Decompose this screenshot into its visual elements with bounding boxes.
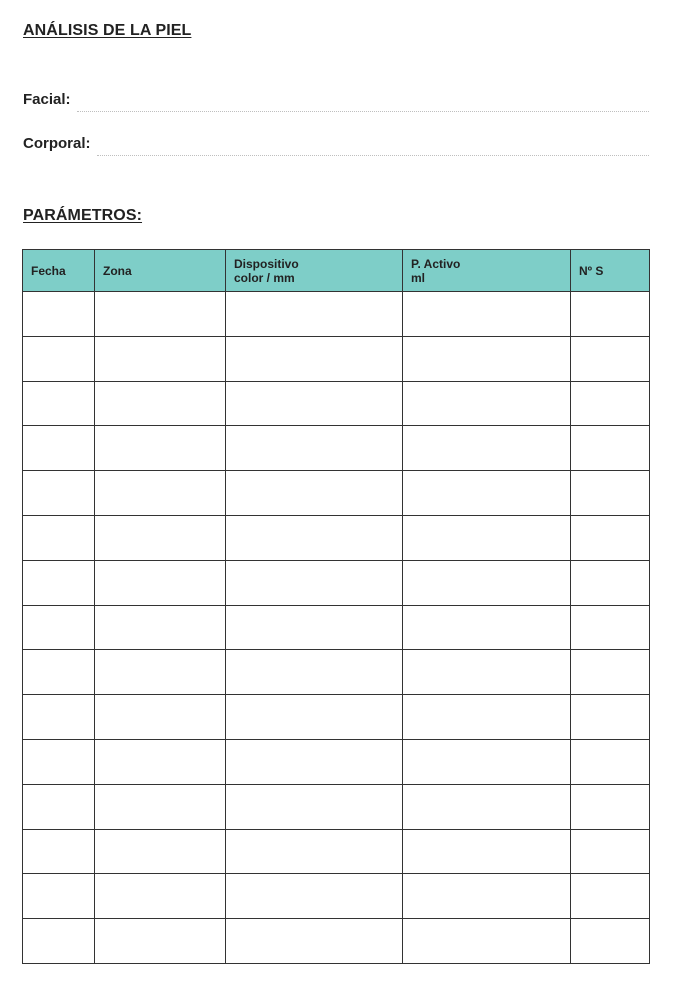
parameters-title: PARÁMETROS: xyxy=(23,207,143,224)
table-header-row xyxy=(23,250,650,292)
table-cell-zona[interactable] xyxy=(95,784,226,829)
table-cell-zona[interactable] xyxy=(95,515,226,560)
table-cell-num-sesiones[interactable] xyxy=(571,874,650,919)
table-cell-dispositivo[interactable] xyxy=(226,471,403,516)
table-cell-zona[interactable] xyxy=(95,695,226,740)
table-cell-zona[interactable] xyxy=(95,471,226,516)
table-row xyxy=(23,605,650,650)
table-cell-p-activo[interactable] xyxy=(403,292,571,337)
column-header-p-activo xyxy=(403,250,571,292)
table-row xyxy=(23,292,650,337)
table-cell-dispositivo[interactable] xyxy=(226,829,403,874)
table-cell-dispositivo[interactable] xyxy=(226,874,403,919)
facial-label: Facial: xyxy=(23,91,71,108)
table-cell-dispositivo[interactable] xyxy=(226,784,403,829)
table-cell-dispositivo[interactable] xyxy=(226,515,403,560)
table-cell-num-sesiones[interactable] xyxy=(571,426,650,471)
parameters-table xyxy=(22,249,650,964)
table-cell-zona[interactable] xyxy=(95,292,226,337)
table-cell-zona[interactable] xyxy=(95,381,226,426)
table-cell-zona[interactable] xyxy=(95,560,226,605)
table-cell-p-activo[interactable] xyxy=(403,426,571,471)
table-cell-fecha[interactable] xyxy=(23,336,95,381)
table-cell-fecha[interactable] xyxy=(23,829,95,874)
table-cell-zona[interactable] xyxy=(95,650,226,695)
table-cell-p-activo[interactable] xyxy=(403,919,571,964)
table-cell-p-activo[interactable] xyxy=(403,336,571,381)
table-cell-p-activo[interactable] xyxy=(403,605,571,650)
table-cell-num-sesiones[interactable] xyxy=(571,695,650,740)
table-cell-num-sesiones[interactable] xyxy=(571,471,650,516)
table-cell-zona[interactable] xyxy=(95,739,226,784)
table-cell-p-activo[interactable] xyxy=(403,874,571,919)
table-cell-num-sesiones[interactable] xyxy=(571,739,650,784)
column-header-line: Zona xyxy=(103,263,132,278)
facial-field[interactable] xyxy=(77,110,649,112)
table-cell-zona[interactable] xyxy=(95,829,226,874)
table-cell-fecha[interactable] xyxy=(23,784,95,829)
table-cell-zona[interactable] xyxy=(95,605,226,650)
table-cell-p-activo[interactable] xyxy=(403,829,571,874)
table-cell-p-activo[interactable] xyxy=(403,560,571,605)
column-header-line: Fecha xyxy=(31,263,66,278)
table-cell-num-sesiones[interactable] xyxy=(571,381,650,426)
table-cell-fecha[interactable] xyxy=(23,381,95,426)
table-cell-zona[interactable] xyxy=(95,426,226,471)
table-row xyxy=(23,560,650,605)
table-cell-dispositivo[interactable] xyxy=(226,426,403,471)
table-cell-fecha[interactable] xyxy=(23,739,95,784)
table-cell-num-sesiones[interactable] xyxy=(571,560,650,605)
table-cell-dispositivo[interactable] xyxy=(226,605,403,650)
table-cell-fecha[interactable] xyxy=(23,650,95,695)
table-row xyxy=(23,650,650,695)
table-cell-fecha[interactable] xyxy=(23,515,95,560)
table-cell-p-activo[interactable] xyxy=(403,695,571,740)
table-cell-num-sesiones[interactable] xyxy=(571,784,650,829)
table-cell-num-sesiones[interactable] xyxy=(571,292,650,337)
table-cell-p-activo[interactable] xyxy=(403,650,571,695)
table-cell-p-activo[interactable] xyxy=(403,515,571,560)
table-cell-dispositivo[interactable] xyxy=(226,739,403,784)
page-title: ANÁLISIS DE LA PIEL xyxy=(23,22,192,39)
table-cell-p-activo[interactable] xyxy=(403,784,571,829)
table-row xyxy=(23,829,650,874)
column-header-line: ml xyxy=(411,270,426,285)
table-cell-num-sesiones[interactable] xyxy=(571,919,650,964)
table-row xyxy=(23,336,650,381)
table-cell-zona[interactable] xyxy=(95,919,226,964)
table-cell-fecha[interactable] xyxy=(23,874,95,919)
table-cell-num-sesiones[interactable] xyxy=(571,829,650,874)
table-cell-num-sesiones[interactable] xyxy=(571,650,650,695)
table-cell-dispositivo[interactable] xyxy=(226,919,403,964)
column-header-fecha xyxy=(23,250,95,292)
table-cell-fecha[interactable] xyxy=(23,560,95,605)
table-cell-p-activo[interactable] xyxy=(403,381,571,426)
column-header-dispositivo xyxy=(226,250,403,292)
table-cell-num-sesiones[interactable] xyxy=(571,336,650,381)
corporal-field-row xyxy=(23,131,649,153)
table-cell-fecha[interactable] xyxy=(23,426,95,471)
table-cell-fecha[interactable] xyxy=(23,695,95,740)
table-row xyxy=(23,784,650,829)
facial-field-row xyxy=(23,87,649,109)
table-row xyxy=(23,739,650,784)
table-cell-p-activo[interactable] xyxy=(403,471,571,516)
table-row xyxy=(23,874,650,919)
column-header-zona xyxy=(95,250,226,292)
table-row xyxy=(23,381,650,426)
table-cell-fecha[interactable] xyxy=(23,471,95,516)
table-cell-num-sesiones[interactable] xyxy=(571,605,650,650)
column-header-line: Dispositivo xyxy=(234,256,299,271)
column-header-num-sesiones xyxy=(571,250,650,292)
table-cell-zona[interactable] xyxy=(95,336,226,381)
table-cell-fecha[interactable] xyxy=(23,919,95,964)
corporal-field[interactable] xyxy=(97,154,650,156)
column-header-line: color / mm xyxy=(234,270,295,285)
table-cell-zona[interactable] xyxy=(95,874,226,919)
corporal-label: Corporal: xyxy=(23,135,91,152)
table-cell-p-activo[interactable] xyxy=(403,739,571,784)
table-cell-num-sesiones[interactable] xyxy=(571,515,650,560)
column-header-line: Nº S xyxy=(579,263,604,278)
table-cell-dispositivo[interactable] xyxy=(226,292,403,337)
table-row xyxy=(23,515,650,560)
column-header-line: P. Activo xyxy=(411,256,461,271)
table-cell-fecha[interactable] xyxy=(23,292,95,337)
table-row xyxy=(23,426,650,471)
table-cell-dispositivo[interactable] xyxy=(226,560,403,605)
table-cell-dispositivo[interactable] xyxy=(226,695,403,740)
table-cell-fecha[interactable] xyxy=(23,605,95,650)
table-cell-dispositivo[interactable] xyxy=(226,381,403,426)
table-row xyxy=(23,695,650,740)
table-cell-dispositivo[interactable] xyxy=(226,336,403,381)
table-row xyxy=(23,471,650,516)
table-row xyxy=(23,919,650,964)
table-cell-dispositivo[interactable] xyxy=(226,650,403,695)
table-body xyxy=(23,292,650,964)
